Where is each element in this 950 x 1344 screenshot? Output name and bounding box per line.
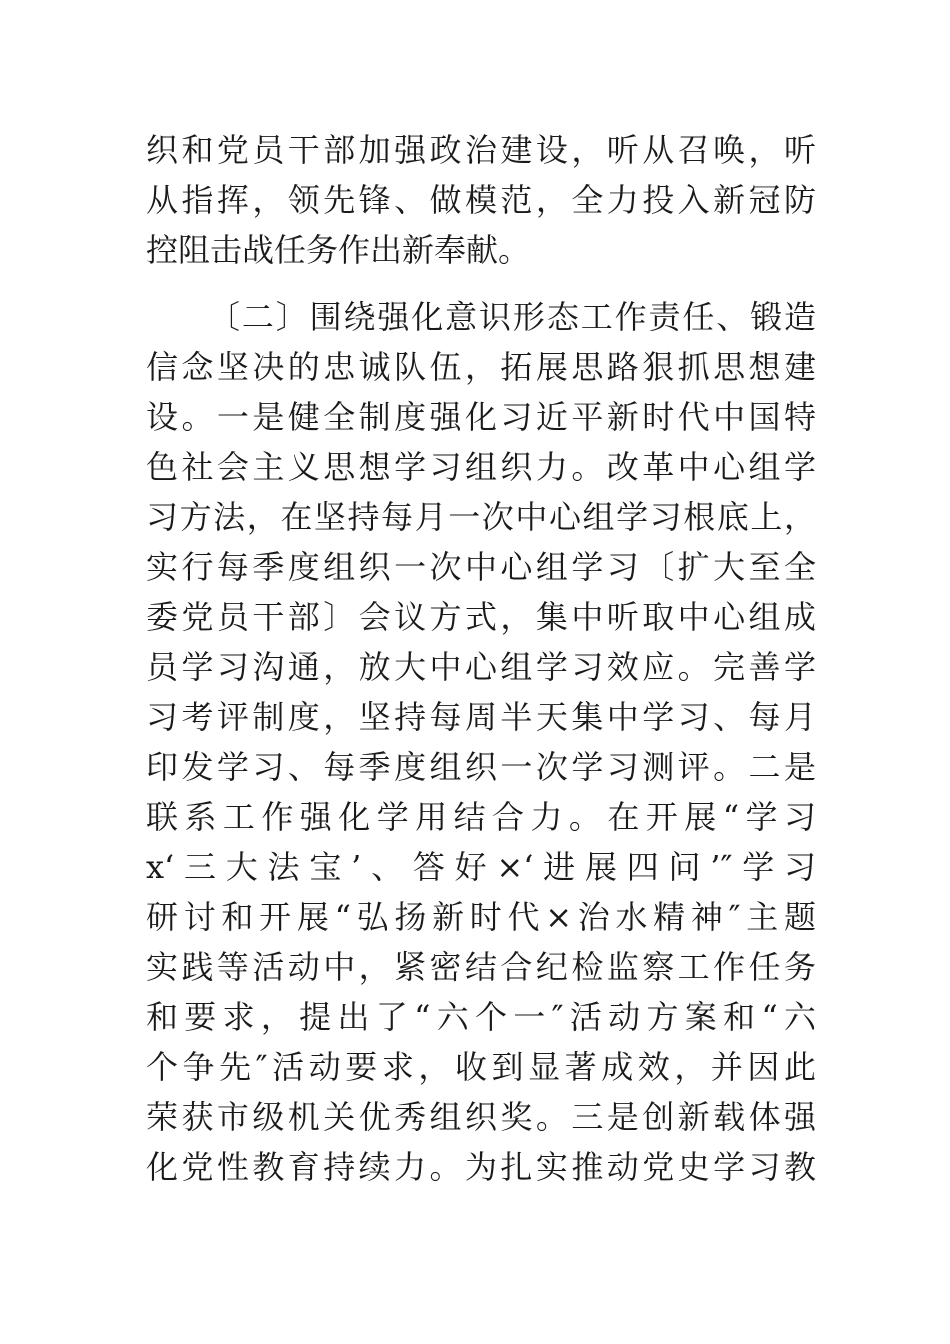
paragraph-2-line-8: 员学习沟通，放大中心组学习效应。完善学	[146, 648, 816, 686]
paragraph-2-line-12: x‘三大法宝’、答好×‘进展四问’″学习	[146, 848, 816, 886]
paragraph-2-line-16: 个争先″活动要求，收到显著成效，并因此	[146, 1048, 816, 1086]
paragraph-2-line-4: 色社会主义思想学习组织力。改革中心组学	[146, 448, 816, 486]
paragraph-2-line-5: 习方法，在坚持每月一次中心组学习根底上，	[146, 498, 816, 536]
paragraph-2-line-10: 印发学习、每季度组织一次学习测评。二是	[146, 748, 816, 786]
paragraph-1-line-2: 从指挥，领先锋、做模范，全力投入新冠防	[146, 181, 816, 219]
paragraph-2-line-18: 化党性教育持续力。为扎实推动党史学习教	[146, 1148, 816, 1186]
paragraph-2-line-6: 实行每季度组织一次中心组学习〔扩大至全	[146, 548, 816, 586]
paragraph-2-line-2: 信念坚决的忠诚队伍，拓展思路狠抓思想建	[146, 348, 816, 386]
paragraph-1-line-1: 织和党员干部加强政治建设，听从召唤，听	[146, 131, 816, 169]
paragraph-2-line-11: 联系工作强化学用结合力。在开展“学习	[146, 798, 816, 836]
paragraph-2-line-13: 研讨和开展“弘扬新时代×治水精神″主题	[146, 898, 816, 936]
paragraph-1-line-3: 控阻击战任务作出新奉献。	[146, 231, 531, 269]
paragraph-2-line-3: 设。一是健全制度强化习近平新时代中国特	[146, 398, 816, 436]
paragraph-2-line-9: 习考评制度，坚持每周半天集中学习、每月	[146, 698, 816, 736]
paragraph-2-line-14: 实践等活动中，紧密结合纪检监察工作任务	[146, 948, 816, 986]
paragraph-2-line-17: 荣获市级机关优秀组织奖。三是创新载体强	[146, 1098, 816, 1136]
paragraph-2-line-1: 〔二〕围绕强化意识形态工作责任、锻造	[208, 298, 816, 336]
paragraph-2-line-7: 委党员干部〕会议方式，集中听取中心组成	[146, 598, 816, 636]
paragraph-2-line-15: 和要求，提出了“六个一″活动方案和“六	[146, 998, 816, 1036]
